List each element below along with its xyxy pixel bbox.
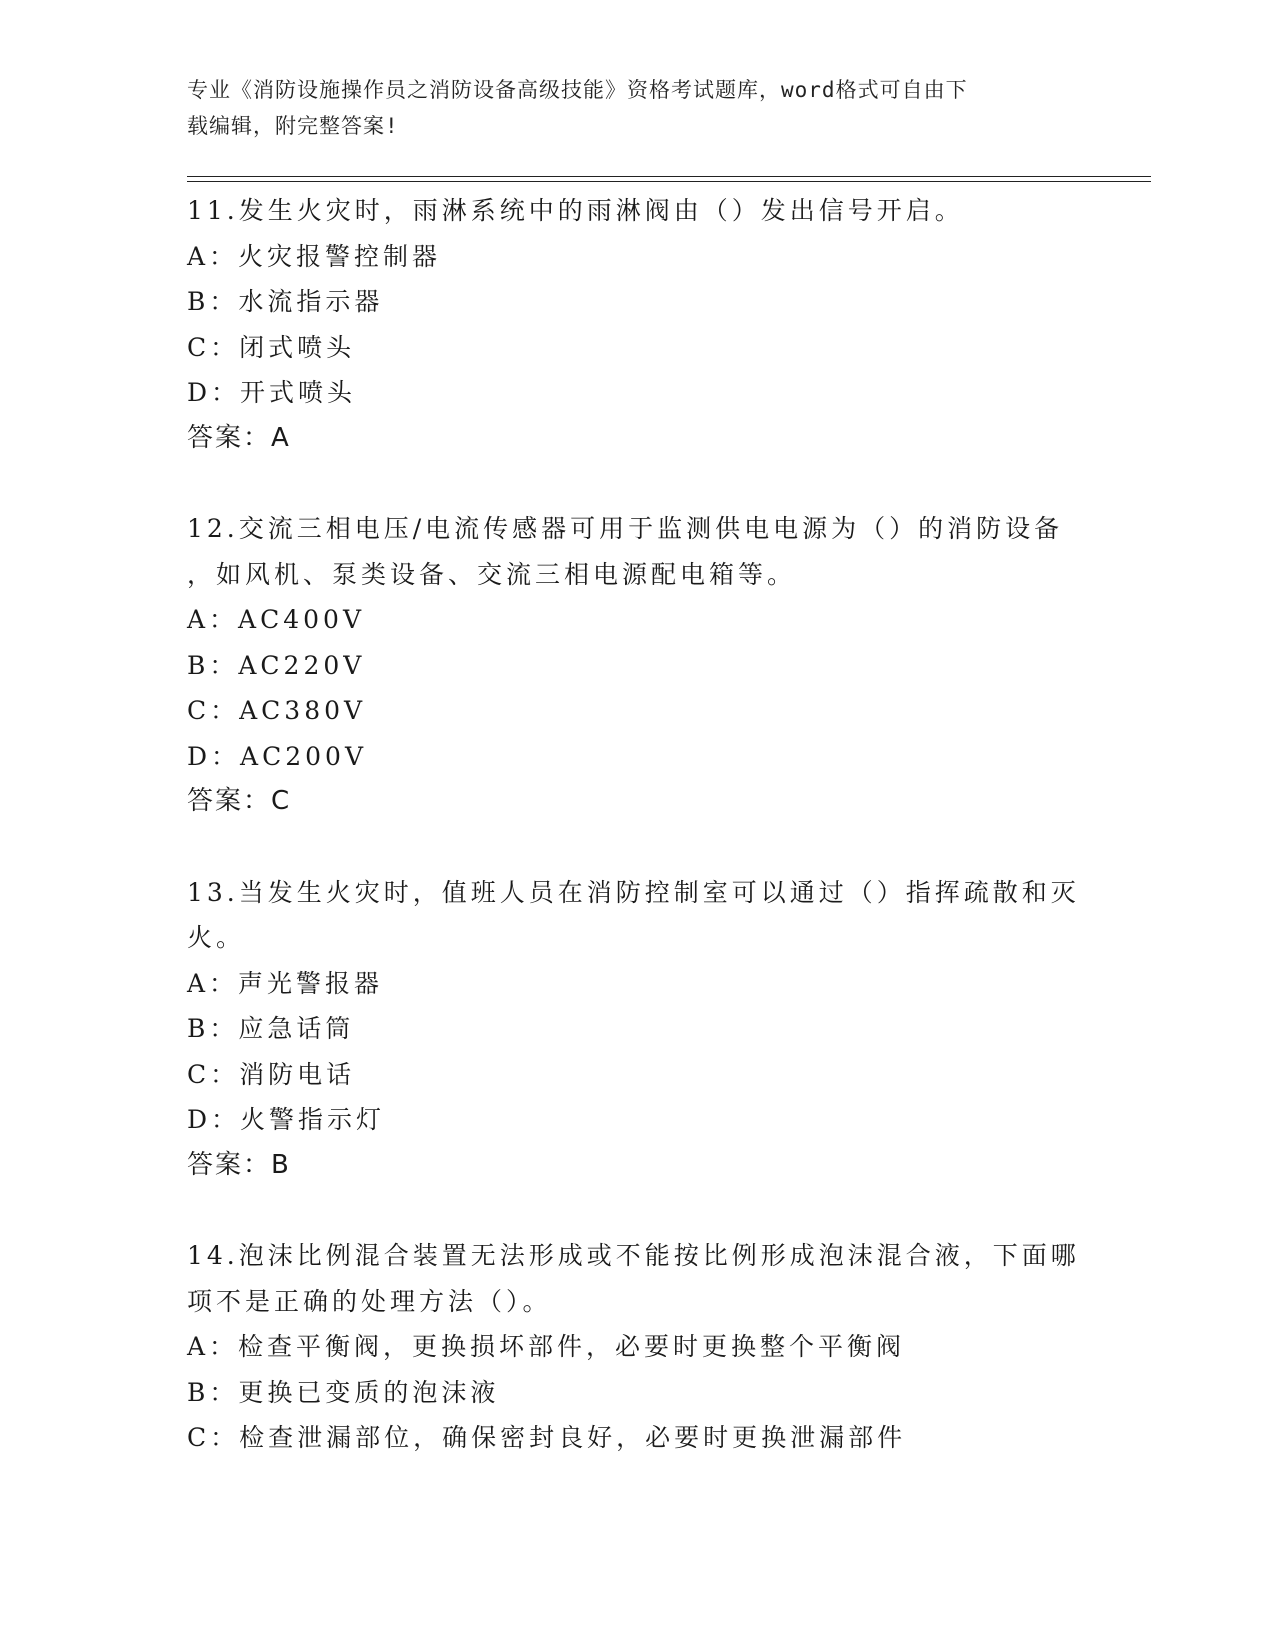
option-c: C：AC380V <box>187 696 367 725</box>
question-stem: 13.当发生火灾时，值班人员在消防控制室可以通过（）指挥疏散和灭 <box>187 877 1080 907</box>
option-b: B：应急话筒 <box>187 1014 355 1043</box>
option-c: C：闭式喷头 <box>187 332 356 362</box>
question-14 <box>187 1233 1087 1461</box>
header-line-1: 专业《消防设施操作员之消防设备高级技能》资格考试题库，word格式可自由下 <box>187 78 968 102</box>
answer: 答案：A <box>187 422 291 453</box>
option-c: C：消防电话 <box>187 1059 356 1089</box>
answer: 答案：B <box>187 1149 291 1180</box>
option-a: A：AC400V <box>187 605 366 634</box>
question-stem-continued: 项不是正确的处理方法（）。 <box>187 1286 552 1316</box>
option-b: B：更换已变质的泡沫液 <box>187 1377 500 1407</box>
answer: 答案：C <box>187 786 292 816</box>
question-stem-continued: 火。 <box>187 923 246 952</box>
document-header <box>187 72 1067 144</box>
question-13 <box>187 870 1087 1189</box>
option-a: A：声光警报器 <box>187 968 384 998</box>
option-b: B：AC220V <box>187 650 366 680</box>
question-stem: 11.发生火灾时，雨淋系统中的雨淋阀由（）发出信号开启。 <box>187 196 964 225</box>
option-d: D：火警指示灯 <box>187 1105 386 1134</box>
question-stem: 14.泡沫比例混合装置无法形成或不能按比例形成泡沫混合液，下面哪 <box>187 1241 1080 1270</box>
question-stem: 12.交流三相电压/电流传感器可用于监测供电电源为（）的消防设备 <box>187 514 1064 543</box>
option-a: A：火灾报警控制器 <box>187 241 442 271</box>
option-a: A：检查平衡阀，更换损坏部件，必要时更换整个平衡阀 <box>187 1332 906 1361</box>
question-12 <box>187 506 1087 825</box>
option-d: D：开式喷头 <box>187 378 357 407</box>
option-c: C：检查泄漏部位，确保密封良好，必要时更换泄漏部件 <box>187 1423 907 1452</box>
header-divider-bottom <box>187 181 1151 182</box>
header-line-2: 载编辑，附完整答案! <box>187 114 399 138</box>
question-11 <box>187 188 1087 461</box>
header-divider-top <box>187 176 1151 177</box>
question-list <box>187 188 1087 1461</box>
option-b: B：水流指示器 <box>187 287 384 316</box>
option-d: D：AC200V <box>187 741 367 771</box>
question-stem-continued: ，如风机、泵类设备、交流三相电源配电箱等。 <box>187 559 797 589</box>
